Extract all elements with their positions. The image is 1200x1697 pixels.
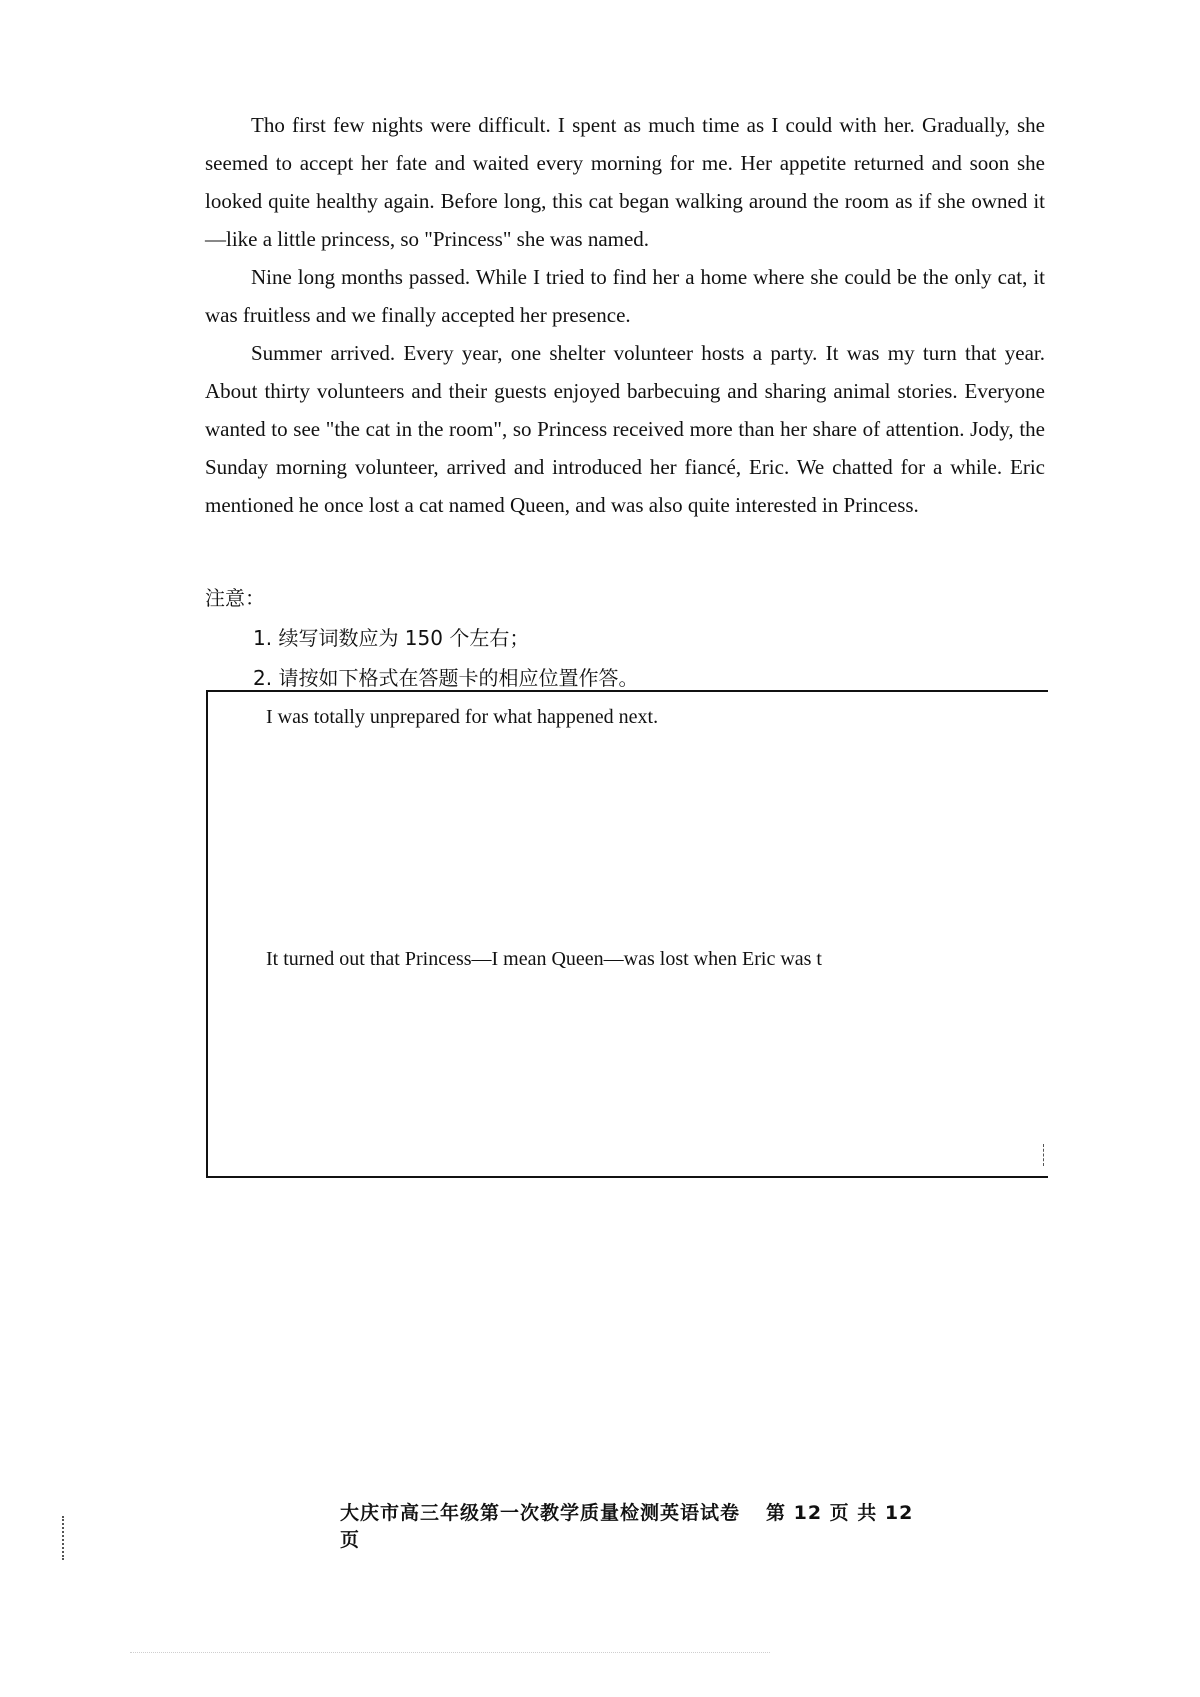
page-footer <box>340 1498 920 1552</box>
note-item-word-count: 1. 续写词数应为 150 个左右； <box>253 626 530 650</box>
story-paragraph-2: Nine long months passed. While I tried to find her a home where she could be the only cat, it was fruitless and we finally accepted her presence. <box>205 265 1045 327</box>
paragraph-1-opening: I was totally unprepared for what happened next. <box>266 706 659 728</box>
notes-heading: 注意： <box>205 586 265 610</box>
answer-box[interactable] <box>206 690 1048 1178</box>
note-item-format: 2. 请按如下格式在答题卡的相应位置作答。 <box>253 666 639 690</box>
story-paragraph-3: Summer arrived. Every year, one shelter volunteer hosts a party. It was my turn that year. About thirty volunteers and their guests enjoyed barbecuing and sharing animal stories. Everyone wanted to see "the cat in the room", so Princess received more than her share of attention. Jody, the Sunday morning volunteer, arrived and introduced her fiancé, Eric. We chatted for a while. Eric mentioned he once lost a cat named Queen, and was also quite interested in Princess. <box>205 341 1045 517</box>
exam-title: 大庆市高三年级第一次教学质量检测英语试卷 <box>340 1502 741 1524</box>
page-number: 第 12 页 共 12 页 <box>340 1502 914 1551</box>
story-passage <box>205 106 1045 524</box>
story-paragraph-1: Tho first few nights were difficult. I spent as much time as I could with her. Gradually, she seemed to accept her fate and waited every morning for me. Her appetite returned and soon she looked quite healthy again. Before long, this cat began walking around the room as if she owned it—like a little princess, so "Princess" she was named. <box>205 113 1045 251</box>
binding-margin-mark <box>62 1516 66 1560</box>
notes-section <box>205 578 638 698</box>
scan-artifact-line <box>130 1652 770 1653</box>
box-edge-mark <box>1043 1144 1046 1166</box>
paragraph-2-opening: It turned out that Princess—I mean Queen—was lost when Eric was t <box>266 948 822 970</box>
